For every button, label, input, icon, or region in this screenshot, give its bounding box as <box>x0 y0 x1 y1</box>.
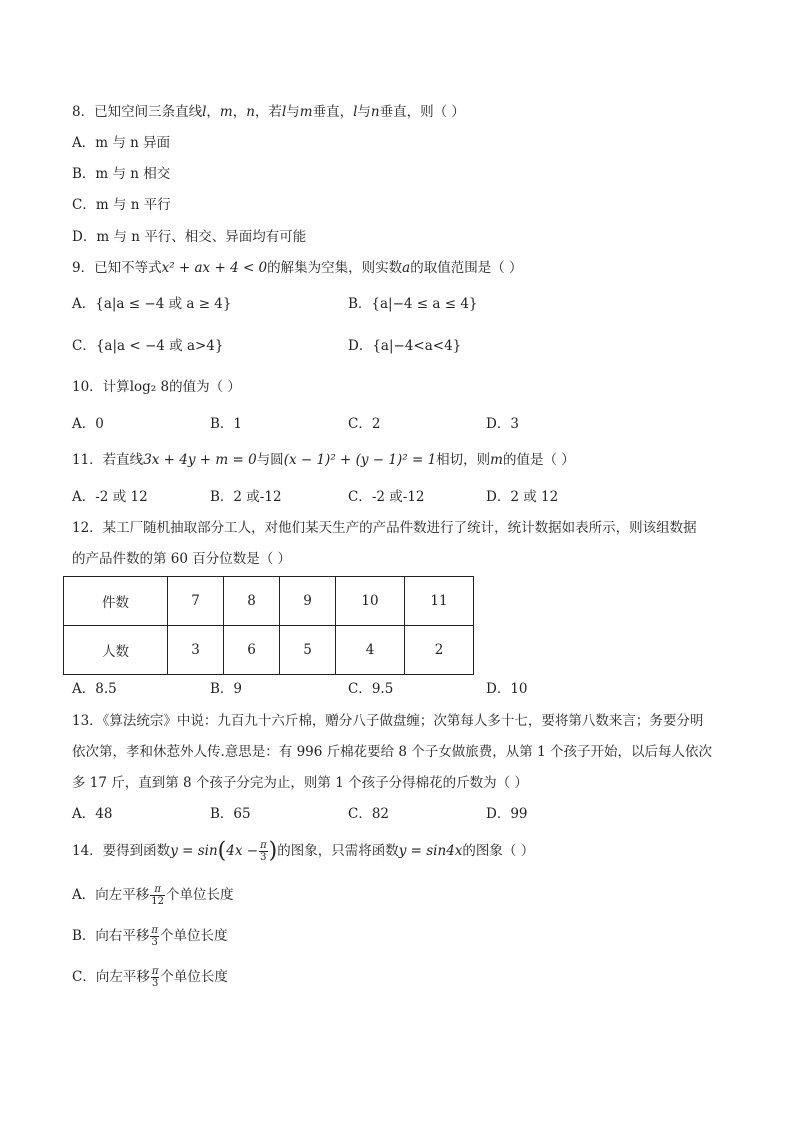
q13-option-c: C．82 <box>348 806 390 822</box>
q8-stem-d: 垂直， <box>312 104 354 120</box>
q9-stem-a: 9．已知不等式 <box>72 260 162 276</box>
question-12-line-2: 的产品件数的第 60 百分位数是（ ） <box>72 551 292 567</box>
q8-sep2: ， <box>232 104 247 120</box>
q14-optA-pre: A．向左平移 <box>72 887 150 903</box>
table-cell: 2 <box>405 626 474 675</box>
q14-option-b <box>72 925 228 948</box>
q14-fraction <box>259 840 268 863</box>
q14-optC-post: 个单位长度 <box>160 969 228 985</box>
q14-optC-den: 3 <box>151 978 159 989</box>
q14-optA-post: 个单位长度 <box>165 887 234 903</box>
q8-stem-c: 与 <box>286 104 300 120</box>
q14-optB-den: 3 <box>151 937 158 948</box>
q8-stem-a: 8．已知空间三条直线 <box>72 104 203 120</box>
q11-var: m <box>490 452 503 468</box>
q10-option-c: C．2 <box>348 416 381 432</box>
q8-option-c: C．m 与 n 平行 <box>72 197 171 213</box>
q8-stem-e: 与 <box>357 104 371 120</box>
q14-frac-den: 3 <box>260 852 267 863</box>
q12-option-d: D．10 <box>486 681 528 697</box>
q8-l: l <box>202 104 207 120</box>
q8-stem-b: ，若 <box>254 104 282 120</box>
table-row-header: 件数 <box>64 577 168 626</box>
question-9-stem <box>72 258 523 278</box>
q14-func2: y = sin4x <box>398 843 463 859</box>
q14-optA-den: 12 <box>151 896 164 907</box>
q10-expr: log₂ 8 <box>129 379 170 395</box>
q8-m: m <box>219 104 233 120</box>
q14-paren-open: ( <box>217 838 227 864</box>
question-14-stem <box>72 840 534 863</box>
stats-table <box>63 576 474 675</box>
q12-option-a: A．8.5 <box>72 681 117 697</box>
q11-stem-b: 与圆 <box>256 452 284 468</box>
q9-stem-c: 的取值范围是（ ） <box>410 260 523 276</box>
q8-n2: n <box>370 104 380 120</box>
q8-stem-f: 垂直，则（ ） <box>379 104 465 120</box>
q14-optC-fraction <box>151 966 160 989</box>
q10-option-b: B．1 <box>210 416 243 432</box>
q14-paren-close: ) <box>268 838 278 864</box>
q9-expr: x² + ax + 4 < 0 <box>161 260 268 276</box>
q14-optA-fraction <box>150 884 165 907</box>
q9-option-b: B．{a|−4 ≤ a ≤ 4} <box>348 296 478 312</box>
table-cell: 9 <box>280 577 336 626</box>
q9-option-c: C．{a|a < −4 或 a>4} <box>72 338 224 354</box>
q8-l3: l <box>353 104 358 120</box>
table-cell: 7 <box>168 577 224 626</box>
q8-n: n <box>246 104 255 120</box>
question-12-line-1: 12．某工厂随机抽取部分工人，对他们某天生产的产品件数进行了统计，统计数据如表所示，则该组数据 <box>72 520 697 536</box>
q14-optB-fraction <box>150 925 159 948</box>
question-13-line-1: 13．《算法统宗》中说：九百九十六斤棉，赠分八子做盘缠；次第每人多十七，要将第八数来言；务要分明 <box>72 713 704 729</box>
q13-option-a: A．48 <box>72 806 113 822</box>
q11-option-d: D．2 或 12 <box>486 489 559 505</box>
q9-stem-b: 的解集为空集，则实数 <box>267 260 403 276</box>
q11-stem-c: 相切，则 <box>436 452 491 468</box>
question-13-line-3: 多 17 斤，直到第 8 个孩子分完为止，则第 1 个孩子分得棉花的斤数为（ ） <box>72 775 528 791</box>
q8-sep1: ， <box>206 104 220 120</box>
q10-stem-b: 的值为（ ） <box>169 379 241 395</box>
q8-m2: m <box>299 104 313 120</box>
q11-line-expr: 3x + 4y + m = 0 <box>143 452 257 468</box>
q11-stem-d: 的值是（ ） <box>502 452 575 468</box>
q10-stem-a: 10．计算 <box>72 379 130 395</box>
q14-optC-pre: C．向左平移 <box>72 969 150 985</box>
table-cell: 11 <box>405 577 474 626</box>
q13-option-b: B．65 <box>210 806 251 822</box>
q14-option-c <box>72 966 228 989</box>
table-row <box>64 577 474 626</box>
q14-stem-a: 14．要得到函数 <box>72 843 171 859</box>
q11-option-b: B．2 或-12 <box>210 489 282 505</box>
question-8-stem <box>72 102 465 122</box>
q14-func-pre: y = sin <box>170 843 218 859</box>
q8-option-b: B．m 与 n 相交 <box>72 166 171 182</box>
table-cell: 3 <box>168 626 224 675</box>
table-cell: 5 <box>280 626 336 675</box>
q11-circle-expr: (x − 1)² + (y − 1)² = 1 <box>283 452 437 468</box>
q8-option-a: A．m 与 n 异面 <box>72 135 171 151</box>
q14-frac-num: π <box>260 840 267 851</box>
q13-option-d: D．99 <box>486 806 528 822</box>
q14-optB-pre: B．向右平移 <box>72 928 150 944</box>
question-10-stem <box>72 377 241 397</box>
q14-optB-num: π <box>151 925 158 936</box>
table-cell: 6 <box>224 626 280 675</box>
q14-option-a <box>72 884 233 907</box>
table-cell: 4 <box>336 626 405 675</box>
question-13-line-2: 依次第，孝和休惹外人传.意思是：有 996 斤棉花要给 8 个子女做旅费，从第 1 个孩子开始，以后每人依次 <box>72 744 712 760</box>
q11-option-a: A．-2 或 12 <box>72 489 148 505</box>
q14-optA-num: π <box>150 884 165 896</box>
q12-option-c: C．9.5 <box>348 681 394 697</box>
q9-option-a: A．{a|a ≤ −4 或 a ≥ 4} <box>72 296 232 312</box>
q14-func-inner: 4x − <box>226 843 259 859</box>
table-row-header: 人数 <box>64 626 168 675</box>
question-11-stem <box>72 450 575 470</box>
q14-optC-num: π <box>151 966 159 977</box>
table-row <box>64 626 474 675</box>
q11-option-c: C．-2 或-12 <box>348 489 425 505</box>
q8-l2: l <box>281 104 287 120</box>
q9-option-d: D．{a|−4<a<4} <box>348 338 462 354</box>
q9-var: a <box>402 260 411 276</box>
q11-stem-a: 11．若直线 <box>72 452 144 468</box>
q14-stem-c: 的图象（ ） <box>462 843 535 859</box>
table-cell: 8 <box>224 577 280 626</box>
q8-option-d: D．m 与 n 平行、相交、异面均有可能 <box>72 229 307 245</box>
q10-option-a: A．0 <box>72 416 104 432</box>
q14-optB-post: 个单位长度 <box>160 928 228 944</box>
q14-stem-b: 的图象，只需将函数 <box>277 843 399 859</box>
q10-option-d: D．3 <box>486 416 519 432</box>
q12-option-b: B．9 <box>210 681 243 697</box>
table-cell: 10 <box>336 577 405 626</box>
